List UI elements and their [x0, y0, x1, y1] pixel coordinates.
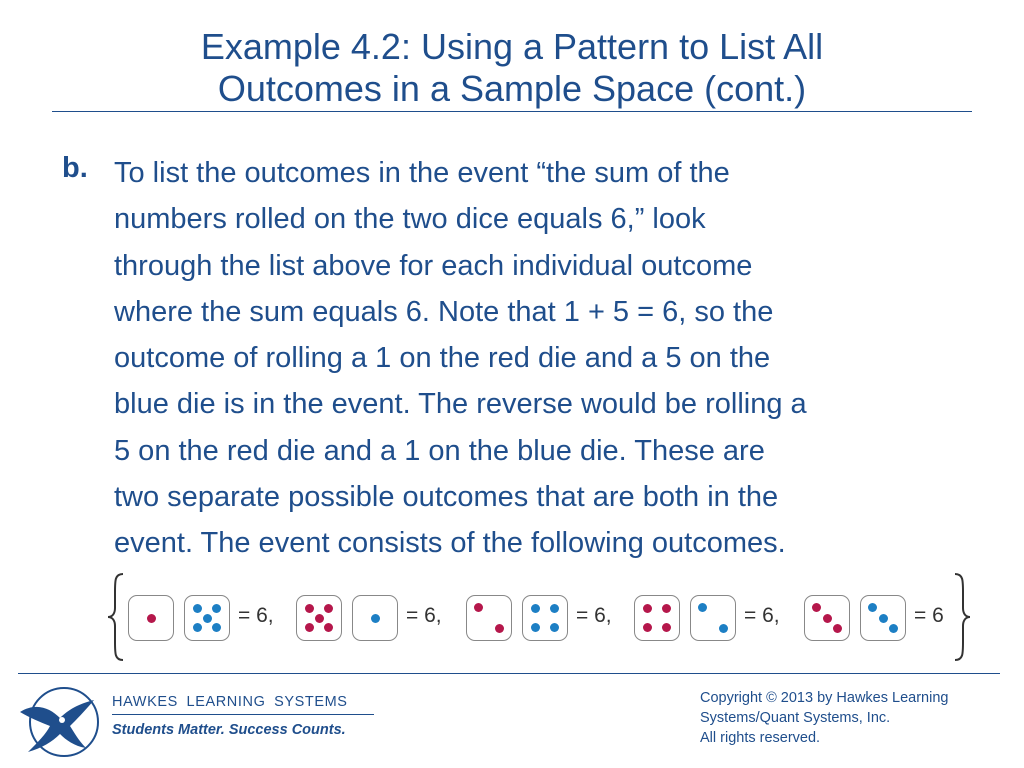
red-pip	[662, 604, 671, 613]
blue-pip	[889, 624, 898, 633]
blue-pip	[193, 623, 202, 632]
sum-label: = 6	[914, 604, 944, 627]
red-pip	[495, 624, 504, 633]
red-pip	[643, 604, 652, 613]
blue-die-3	[690, 595, 736, 641]
blue-pip	[193, 604, 202, 613]
blue-pip	[203, 614, 212, 623]
blue-pip	[719, 624, 728, 633]
copyright-line: All rights reserved.	[700, 730, 821, 746]
body-line: event. The event consists of the following outcomes.	[114, 527, 786, 560]
red-pip	[324, 623, 333, 632]
slide-title	[60, 26, 964, 110]
blue-die-2	[522, 595, 568, 641]
body-line: two separate possible outcomes that are both in the	[114, 481, 779, 514]
red-pip	[315, 614, 324, 623]
body-line: To list the outcomes in the event “the sum of the	[114, 157, 730, 189]
blue-pip	[371, 614, 380, 623]
body-paragraph	[114, 150, 964, 567]
copyright-line: Copyright © 2013 by Hawkes Learning	[700, 690, 949, 706]
blue-pip	[868, 603, 877, 612]
red-pip	[823, 614, 832, 623]
blue-pip	[531, 604, 540, 613]
red-pip	[305, 604, 314, 613]
title-line-1: Example 4.2: Using a Pattern to List All	[200, 26, 824, 67]
red-pip	[643, 623, 652, 632]
blue-pip	[698, 603, 707, 612]
blue-pip	[531, 623, 540, 632]
blue-die-1	[352, 595, 398, 641]
red-pip	[324, 604, 333, 613]
right-brace-icon	[952, 572, 972, 662]
copyright-line: Systems/Quant Systems, Inc.	[700, 710, 891, 726]
title-divider	[52, 111, 972, 112]
red-die-4	[804, 595, 850, 641]
red-pip	[833, 624, 842, 633]
left-brace-icon	[106, 572, 126, 662]
blue-pip	[212, 604, 221, 613]
red-pip	[662, 623, 671, 632]
blue-pip	[879, 614, 888, 623]
body-line: through the list above for each individual outcome	[114, 249, 753, 282]
blue-pip	[550, 604, 559, 613]
blue-pip	[212, 623, 221, 632]
outcome-set	[100, 572, 980, 664]
red-die-1	[296, 595, 342, 641]
brand-name: HAWKES LEARNING SYSTEMS	[112, 694, 348, 710]
red-die-2	[466, 595, 512, 641]
blue-pip	[550, 623, 559, 632]
red-pip	[305, 623, 314, 632]
red-pip	[474, 603, 483, 612]
part-label: b.	[62, 152, 88, 184]
eagle-logo-icon	[16, 682, 102, 760]
body-line: numbers rolled on the two dice equals 6,” look	[114, 203, 706, 236]
brand-divider	[112, 714, 374, 715]
red-die-0	[128, 595, 174, 641]
body-line: outcome of rolling a 1 on the red die and a 5 on the	[114, 342, 771, 375]
red-pip	[812, 603, 821, 612]
sum-label: = 6,	[744, 604, 780, 627]
body-line: 5 on the red die and a 1 on the blue die. These are	[114, 434, 765, 467]
blue-die-0	[184, 595, 230, 641]
sum-label: = 6,	[238, 604, 274, 627]
brand-slogan: Students Matter. Success Counts.	[112, 722, 346, 738]
red-pip	[147, 614, 156, 623]
copyright-notice	[700, 688, 1010, 748]
footer-divider	[18, 673, 1000, 674]
sum-label: = 6,	[406, 604, 442, 627]
sum-label: = 6,	[576, 604, 612, 627]
body-line: blue die is in the event. The reverse would be rolling a	[114, 388, 807, 421]
red-die-3	[634, 595, 680, 641]
blue-die-4	[860, 595, 906, 641]
body-line: where the sum equals 6. Note that 1 + 5 = 6, so the	[114, 295, 774, 328]
title-line-2: Outcomes in a Sample Space (cont.)	[217, 68, 807, 109]
